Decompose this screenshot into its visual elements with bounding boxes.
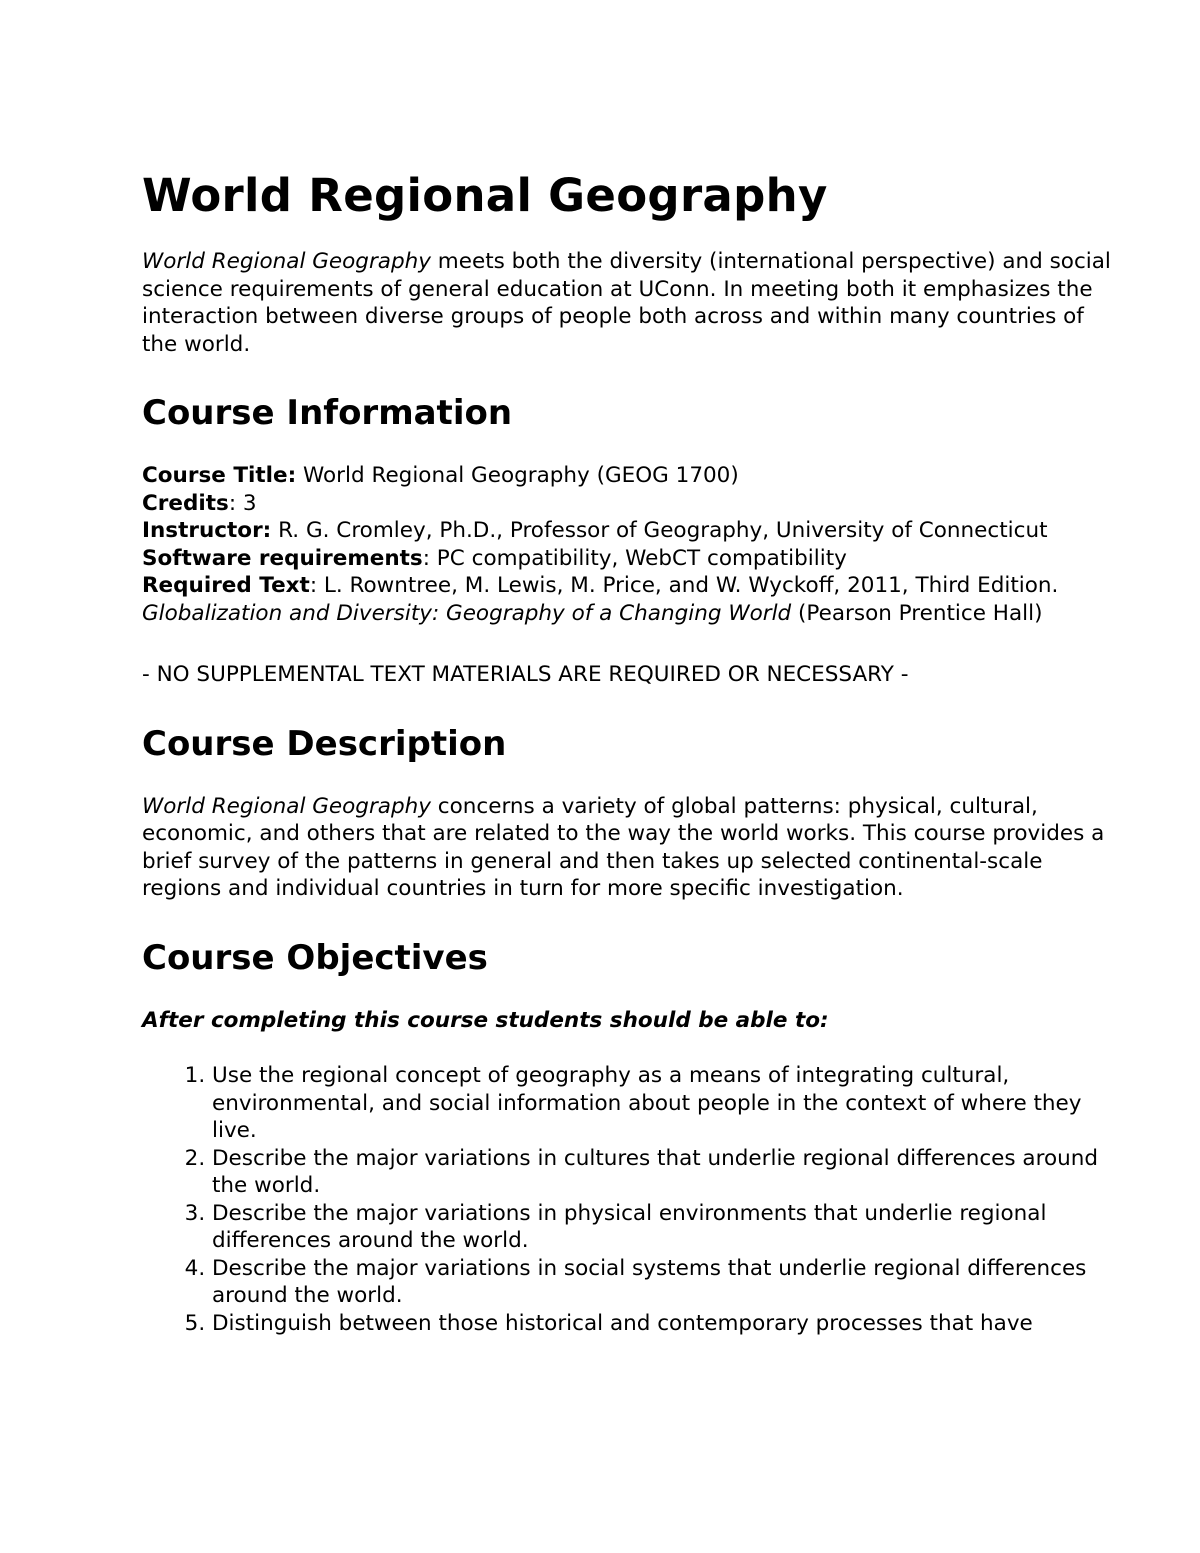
software-label: Software requirements xyxy=(142,545,423,571)
required-text-publisher: (Pearson Prentice Hall) xyxy=(791,600,1043,626)
objectives-lead: After completing this course students should be able to: xyxy=(142,1007,829,1033)
instructor-label: Instructor: xyxy=(142,518,272,543)
required-text-line xyxy=(142,572,1122,627)
course-info-block xyxy=(142,462,1122,627)
course-description-heading: Course Description xyxy=(142,723,507,764)
description-text: concerns a variety of global patterns: physical, cultural, economic, and others that are related to the way the world works. This course provides a brief survey of the patterns in general and then takes up selected continental-scale regions and individual countries in turn for more specific investigation. xyxy=(142,793,1105,901)
required-text-label: Required Text xyxy=(142,573,310,598)
objective-item: 5. Distinguish between those historical and contemporary processes that have xyxy=(212,1310,1122,1338)
required-text-book-title: Globalization and Diversity: Geography of a Changing World xyxy=(142,600,792,626)
intro-paragraph xyxy=(142,248,1122,358)
credits-line xyxy=(142,490,1122,518)
instructor-value: R. G. Cromley, Ph.D., Professor of Geography, University of Connecticut xyxy=(271,518,1048,543)
credits-label: Credits xyxy=(142,490,229,516)
credits-value: : 3 xyxy=(228,490,257,516)
objective-item: 4. Describe the major variations in social systems that underlie regional differences around the world. xyxy=(212,1255,1122,1310)
course-objectives-heading: Course Objectives xyxy=(142,937,488,978)
course-information-heading: Course Information xyxy=(142,393,513,433)
objective-item: 3. Describe the major variations in physical environments that underlie regional differences around the world. xyxy=(212,1200,1122,1255)
course-title-label: Course Title: xyxy=(142,463,297,488)
description-italic-lead: World Regional Geography xyxy=(142,793,431,819)
instructor-line xyxy=(142,517,1122,545)
required-text-value: : L. Rowntree, M. Lewis, M. Price, and W. Wyckoff, 2011, Third Edition. xyxy=(309,573,1059,598)
document-title: World Regional Geography xyxy=(142,169,828,222)
supplemental-notice: - NO SUPPLEMENTAL TEXT MATERIALS ARE REQUIRED OR NECESSARY - xyxy=(142,662,909,687)
intro-text: meets both the diversity (international perspective) and social science requirements of general education at UConn. In meeting both it emphasizes the interaction between diverse groups of people both across and within many countries of the world. xyxy=(142,249,1111,357)
intro-italic-lead: World Regional Geography xyxy=(142,249,431,274)
course-description-paragraph xyxy=(142,793,1122,903)
objective-item: 1. Use the regional concept of geography as a means of integrating cultural, environmental, and social information about people in the context of where they live. xyxy=(212,1062,1122,1145)
course-title-line xyxy=(142,462,1122,490)
course-title-value: World Regional Geography (GEOG 1700) xyxy=(296,463,739,488)
document-page xyxy=(142,168,1122,1337)
software-value: : PC compatibility, WebCT compatibility xyxy=(422,545,847,571)
software-line xyxy=(142,545,1122,573)
objectives-list xyxy=(142,1062,1122,1337)
objective-item: 2. Describe the major variations in cultures that underlie regional differences around the world. xyxy=(212,1145,1122,1200)
